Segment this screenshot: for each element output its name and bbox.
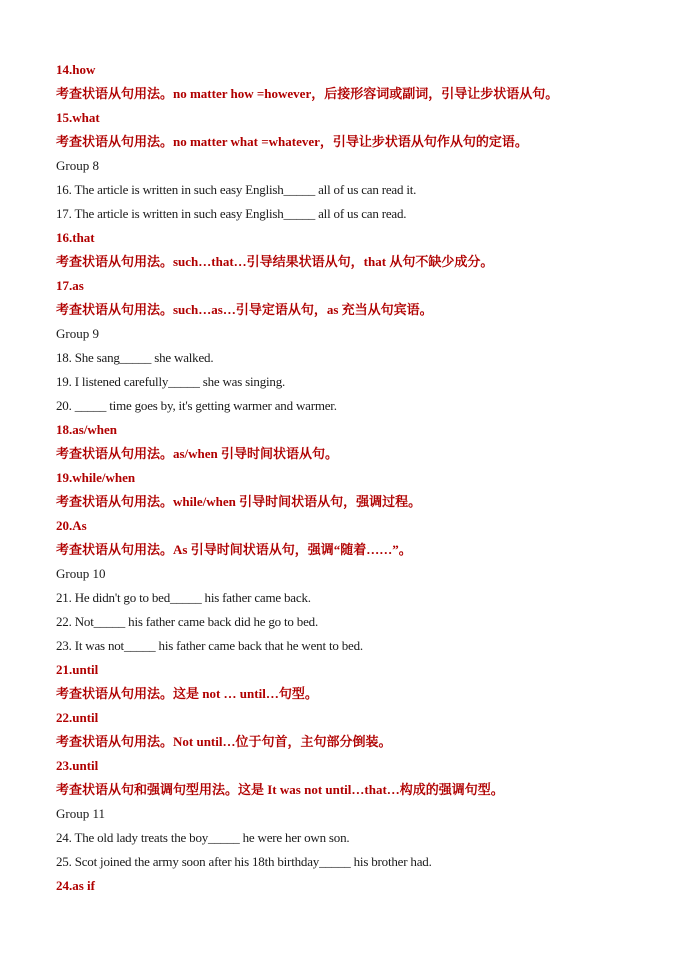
answer-line: 21.until: [56, 662, 99, 677]
answer-line: 17.as: [56, 278, 84, 293]
answer-line: 15.what: [56, 110, 100, 125]
answer-line: 16.that: [56, 230, 95, 245]
answer-line: 18.as/when: [56, 422, 118, 437]
question-line: 19. I listened carefully_____ she was singing.: [56, 374, 286, 389]
explanation-line: 考查状语从句用法。while/when 引导时间状语从句，强调过程。: [56, 494, 422, 509]
answer-line: 20.As: [56, 518, 87, 533]
question-line: 24. The old lady treats the boy_____ he were her own son.: [56, 830, 350, 845]
explanation-line: 考查状语从句用法。As 引导时间状语从句，强调“随着……”。: [56, 542, 412, 557]
question-line: 17. The article is written in such easy English_____ all of us can read.: [56, 206, 407, 221]
explanation-line: 考查状语从句用法。no matter how =however，后接形容词或副词，引导让步状语从句。: [56, 86, 559, 101]
group-heading: Group 9: [56, 326, 99, 341]
explanation-line: 考查状语从句用法。such…as…引导定语从句，as 充当从句宾语。: [56, 302, 433, 317]
explanation-line: 考查状语从句用法。Not until…位于句首，主句部分倒装。: [56, 734, 392, 749]
question-line: 16. The article is written in such easy English_____ all of us can read it.: [56, 182, 417, 197]
explanation-line: 考查状语从句用法。as/when 引导时间状语从句。: [56, 446, 339, 461]
document-body: [56, 58, 656, 898]
question-line: 20. _____ time goes by, it's getting warmer and warmer.: [56, 398, 337, 413]
explanation-line: 考查状语从句用法。such…that…引导结果状语从句，that 从句不缺少成分。: [56, 254, 494, 269]
question-line: 22. Not_____ his father came back did he go to bed.: [56, 614, 319, 629]
question-line: 18. She sang_____ she walked.: [56, 350, 214, 365]
answer-line: 19.while/when: [56, 470, 136, 485]
question-line: 25. Scot joined the army soon after his 18th birthday_____ his brother had.: [56, 854, 432, 869]
question-line: 21. He didn't go to bed_____ his father came back.: [56, 590, 311, 605]
answer-line: 24.as if: [56, 878, 95, 893]
answer-line: 22.until: [56, 710, 99, 725]
question-line: 23. It was not_____ his father came back that he went to bed.: [56, 638, 363, 653]
explanation-line: 考查状语从句用法。这是 not … until…句型。: [56, 686, 318, 701]
group-heading: Group 8: [56, 158, 99, 173]
explanation-line: 考查状语从句和强调句型用法。这是 It was not until…that…构成的强调句型。: [56, 782, 504, 797]
group-heading: Group 11: [56, 806, 105, 821]
answer-line: 23.until: [56, 758, 99, 773]
explanation-line: 考查状语从句用法。no matter what =whatever，引导让步状语从句作从句的定语。: [56, 134, 528, 149]
answer-line: 14.how: [56, 62, 96, 77]
group-heading: Group 10: [56, 566, 106, 581]
